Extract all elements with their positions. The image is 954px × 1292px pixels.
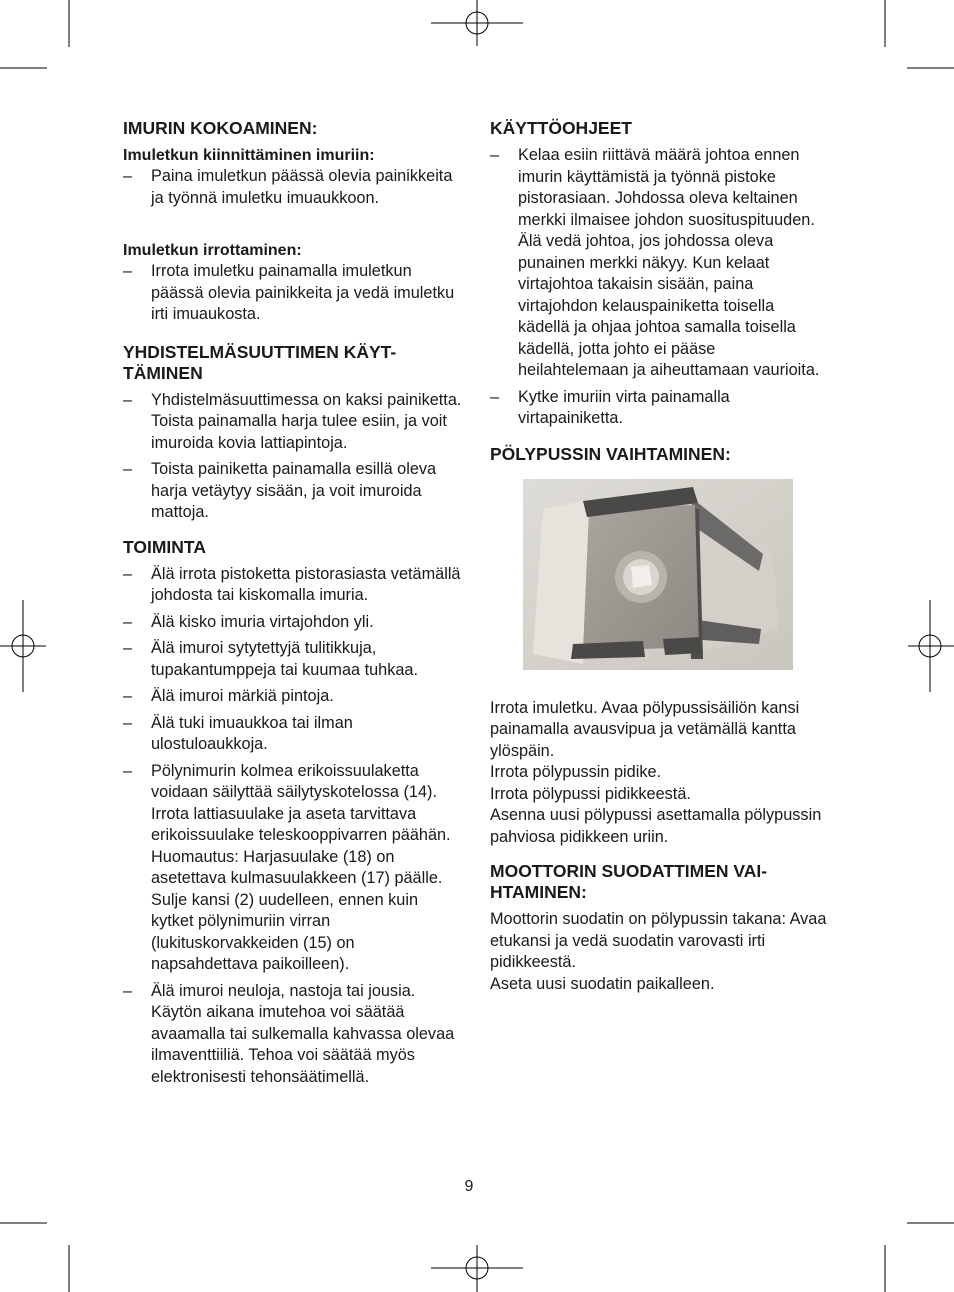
usage-list — [490, 145, 830, 430]
combination-nozzle-list — [123, 390, 463, 524]
hose-detach-list — [123, 261, 463, 326]
dust-bag-text: Irrota pölypussin pidike. — [490, 763, 662, 781]
usage-section — [490, 118, 830, 430]
page-number: 9 — [464, 1178, 474, 1195]
assembly-heading: IMURIN KOKOAMINEN: — [123, 118, 318, 138]
dust-bag-heading: PÖLYPUSSIN VAIHTAMINEN: — [490, 443, 731, 464]
assembly-section — [123, 118, 463, 326]
operation-list — [123, 564, 463, 1089]
operation-heading: TOIMINTA — [123, 536, 206, 557]
combination-nozzle-heading: YHDISTELMÄSUUTTIMEN KÄYT-TÄMINEN — [123, 341, 397, 383]
list-item: – Kytke imuriin virta painamalla virtapainiketta. — [490, 387, 830, 430]
list-item: – Älä imuroi sytytettyjä tulitikkuja, tupakantumppeja tai kuumaa tuhkaa. — [123, 638, 463, 681]
right-column — [490, 118, 830, 995]
combination-nozzle-section — [123, 342, 463, 524]
motor-filter-section — [490, 861, 830, 995]
hose-attach-list — [123, 166, 463, 209]
list-item: – Älä tuki imuaukkoa tai ilman ulostuloaukkoja. — [123, 713, 463, 756]
list-item: – Toista painiketta painamalla esillä oleva harja vetäytyy sisään, ja voit imuroida mattoja. — [123, 459, 463, 524]
motor-filter-text: Aseta uusi suodatin paikalleen. — [490, 974, 715, 993]
list-item: – Älä irrota pistoketta pistorasiasta vetämällä johdosta tai kiskomalla imuria. — [123, 564, 463, 607]
operation-section — [123, 537, 463, 1089]
left-column — [123, 118, 463, 1093]
list-item: – Paina imuletkun päässä olevia painikkeita ja työnnä imuletku imuaukkoon. — [123, 166, 463, 209]
list-item: – Älä kisko imuria virtajohdon yli. — [123, 612, 463, 634]
list-item: – Pölynimurin kolmea erikoissuulaketta voidaan säilyttää säilytyskotelossa (14). Irrota lattiasuulake ja aseta tarvittava erikoissuulake teleskooppivarren päähän. Huomautus: Harjasuulake (18) on asetettava kulmasuulakkeen (17) päälle. Sulje kansi (2) uudelleen, ennen kuin kytket pölynimuriin virran (lukituskorvakkeiden (15) on napsahdettava paikoilleen). — [123, 761, 463, 976]
usage-heading: KÄYTTÖOHJEET — [490, 118, 632, 138]
dust-bag-text: Asenna uusi pölypussi asettamalla pölypussin pahviosa pidikkeen uriin. — [490, 806, 822, 846]
dust-bag-text: Irrota imuletku. Avaa pölypussisäiliön kansi painamalla avausvipua ja vetämällä kantta ylöspäin. — [490, 698, 800, 760]
motor-filter-heading: MOOTTORIN SUODATTIMEN VAI-HTAMINEN: — [490, 861, 768, 902]
list-item: – Kelaa esiin riittävä määrä johtoa ennen imurin käyttämistä ja työnnä pistoke pistorasiaan. Johdossa oleva keltainen merkki ilmaisee johdon suosituspituuden. Älä vedä johtoa, jos johdossa oleva punainen merkki näkyy. Kun kelaat virtajohtoa takaisin sisään, paina virtajohdon kelauspainiketta toisella kädellä ja ohjaa johtoa samalla toisella kädellä, jotta johto ei pääse heilahtelemaan ja aiheuttamaan vaurioita. — [490, 145, 830, 382]
list-item: – Älä imuroi neuloja, nastoja tai jousia. Käytön aikana imutehoa voi säätää avaamalla tai sulkemalla kahvassa olevaa ilmaventtiiliä. Tehoa voi säätää myös elektronisesti tehonsäätimellä. — [123, 981, 463, 1089]
list-item: – Irrota imuletku painamalla imuletkun päässä olevia painikkeita ja vedä imuletku irti imuaukosta. — [123, 261, 463, 326]
dust-bag-section — [490, 444, 830, 849]
list-item: – Yhdistelmäsuuttimessa on kaksi painiketta. Toista painamalla harja tulee esiin, ja voit imuroida kovia lattiapintoja. — [123, 390, 463, 455]
list-item: – Älä imuroi märkiä pintoja. — [123, 686, 463, 708]
dust-bag-text: Irrota pölypussi pidikkeestä. — [490, 784, 691, 803]
motor-filter-text: Moottorin suodatin on pölypussin takana: Avaa etukansi ja vedä suodatin varovasti irti pidikkeestä. — [490, 910, 827, 971]
dust-bag-photo — [523, 479, 793, 670]
hose-attach-subheading: Imuletkun kiinnittäminen imuriin: — [123, 147, 375, 164]
hose-detach-subheading: Imuletkun irrottaminen: — [123, 242, 302, 259]
